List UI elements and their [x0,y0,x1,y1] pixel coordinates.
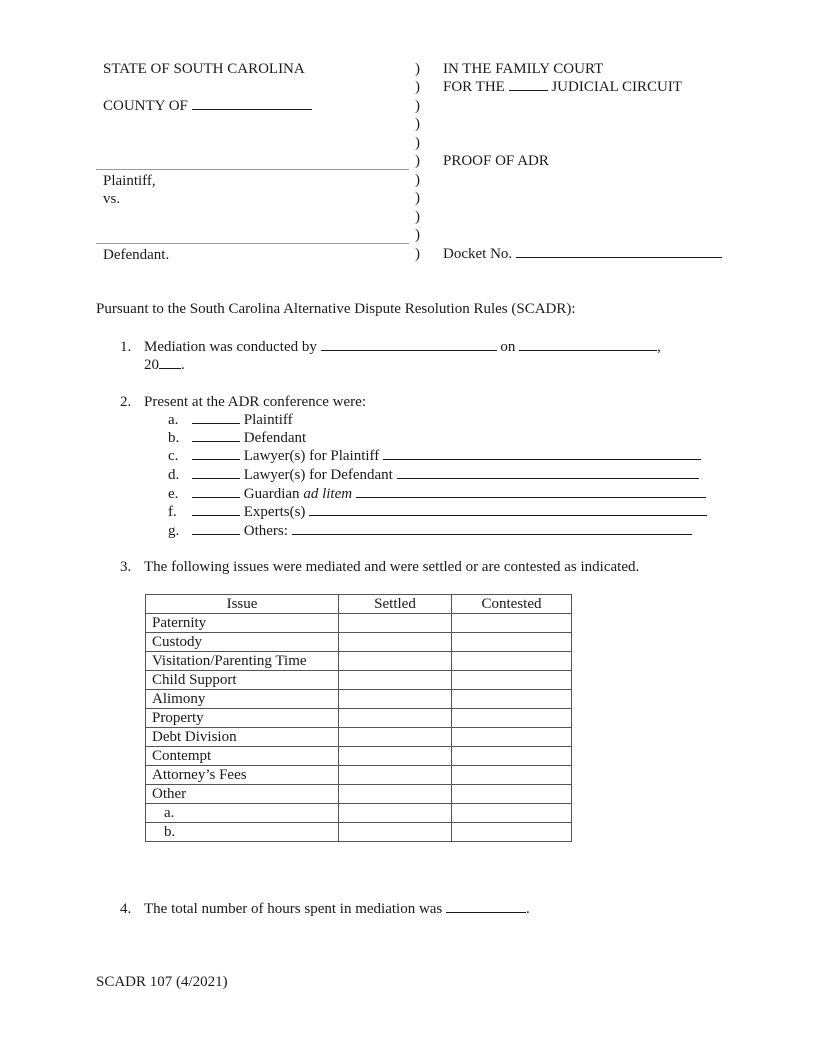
item-2-number: 2. [120,394,132,410]
issue-cell: Paternity [146,614,339,633]
table-row [146,823,572,842]
defendant-check-blank[interactable] [192,429,240,442]
experts-name-blank[interactable] [309,503,707,516]
item-2-text: Present at the ADR conference were: [144,394,366,410]
item-3-text: The following issues were mediated and were settled or are contested as indicated. [144,559,640,575]
table-row [146,785,572,804]
contested-cell[interactable] [452,690,572,709]
settled-cell[interactable] [339,652,452,671]
plaintiff-label: Plaintiff, [103,173,156,189]
lawyer-plaintiff-check-blank[interactable] [192,447,240,460]
others-name-blank[interactable] [292,522,692,535]
issue-cell: Other [146,785,339,804]
settled-cell[interactable] [339,633,452,652]
attendee-letter: g. [168,523,180,539]
county-blank[interactable] [192,97,312,110]
attendee-letter: c. [168,448,179,464]
item-1-year: 20 . [144,357,185,373]
settled-cell[interactable] [339,671,452,690]
defendant-label: Defendant. [103,247,170,263]
hours-blank[interactable] [446,900,526,913]
circuit-blank[interactable] [509,78,548,91]
contested-cell[interactable] [452,766,572,785]
item-3-number: 3. [120,559,132,575]
others-check-blank[interactable] [192,522,240,535]
paren: ) [415,246,420,262]
circuit-label: FOR THE JUDICIAL CIRCUIT [443,79,683,95]
attendee-plaintiff: Plaintiff [192,411,293,429]
issue-cell: Visitation/Parenting Time [146,652,339,671]
date-blank[interactable] [519,338,657,351]
experts-check-blank[interactable] [192,503,240,516]
contested-cell[interactable] [452,671,572,690]
attendee-others: Others: [192,522,692,540]
paren: ) [415,79,420,95]
table-row [146,690,572,709]
paren: ) [415,153,420,169]
table-row [146,671,572,690]
issue-cell: Debt Division [146,728,339,747]
paren: ) [415,172,420,188]
table-row [146,614,572,633]
table-row [146,804,572,823]
county-label: COUNTY OF [103,97,312,115]
attendee-letter: a. [168,412,179,428]
settled-cell[interactable] [339,766,452,785]
table-row [146,766,572,785]
attendee-letter: d. [168,467,180,483]
attendee-experts: Experts(s) [192,503,707,521]
paren: ) [415,209,420,225]
contested-cell[interactable] [452,709,572,728]
header-contested: Contested [452,595,572,614]
attendee-letter: b. [168,430,180,446]
court-label: IN THE FAMILY COURT [443,61,604,77]
table-header-row [146,595,572,614]
paren: ) [415,190,420,206]
issue-cell: Child Support [146,671,339,690]
header-issue: Issue [146,595,339,614]
settled-cell[interactable] [339,709,452,728]
settled-cell[interactable] [339,747,452,766]
settled-cell[interactable] [339,690,452,709]
contested-cell[interactable] [452,785,572,804]
lawyer-defendant-name-blank[interactable] [397,466,699,479]
issue-cell: Custody [146,633,339,652]
attendee-letter: e. [168,486,179,502]
contested-cell[interactable] [452,614,572,633]
header-settled: Settled [339,595,452,614]
settled-cell[interactable] [339,728,452,747]
versus-label: vs. [103,191,121,207]
settled-cell[interactable] [339,785,452,804]
attendee-lawyer-defendant: Lawyer(s) for Defendant [192,466,699,484]
item-4-text: The total number of hours spent in mediation was . [144,901,530,917]
issues-table [145,594,572,842]
contested-cell[interactable] [452,652,572,671]
lawyer-defendant-check-blank[interactable] [192,466,240,479]
issue-cell: Attorney’s Fees [146,766,339,785]
guardian-name-blank[interactable] [356,485,706,498]
settled-cell[interactable] [339,614,452,633]
issue-cell[interactable]: a. [146,804,339,823]
table-row [146,633,572,652]
attendee-guardian: Guardian ad litem [192,485,706,503]
table-row [146,728,572,747]
document-title: PROOF OF ADR [443,153,549,169]
plaintiff-name-line [96,169,409,170]
mediator-blank[interactable] [321,338,497,351]
paren: ) [415,227,420,243]
issue-cell[interactable]: b. [146,823,339,842]
docket-number: Docket No. [443,245,722,263]
intro-paragraph: Pursuant to the South Carolina Alternative Dispute Resolution Rules (SCADR): [96,301,576,317]
guardian-check-blank[interactable] [192,485,240,498]
attendee-lawyer-plaintiff: Lawyer(s) for Plaintiff [192,447,701,465]
item-1-text: Mediation was conducted by on , [144,339,661,355]
table-row [146,709,572,728]
paren: ) [415,98,420,114]
lawyer-plaintiff-name-blank[interactable] [383,447,701,460]
paren: ) [415,116,420,132]
issue-cell: Property [146,709,339,728]
item-1-number: 1. [120,339,132,355]
item-4-number: 4. [120,901,132,917]
form-number-footer: SCADR 107 (4/2021) [96,974,228,990]
paren: ) [415,135,420,151]
table-row [146,652,572,671]
docket-blank[interactable] [516,245,722,258]
contested-cell[interactable] [452,633,572,652]
attendee-defendant: Defendant [192,429,306,447]
contested-cell[interactable] [452,823,572,842]
contested-cell[interactable] [452,747,572,766]
contested-cell[interactable] [452,728,572,747]
defendant-name-line [96,243,409,244]
attendee-letter: f. [168,504,177,520]
settled-cell[interactable] [339,804,452,823]
contested-cell[interactable] [452,804,572,823]
issue-cell: Contempt [146,747,339,766]
table-row [146,747,572,766]
paren: ) [415,61,420,77]
settled-cell[interactable] [339,823,452,842]
plaintiff-check-blank[interactable] [192,411,240,424]
issue-cell: Alimony [146,690,339,709]
year-blank[interactable] [159,356,181,369]
state-label: STATE OF SOUTH CAROLINA [103,61,305,77]
